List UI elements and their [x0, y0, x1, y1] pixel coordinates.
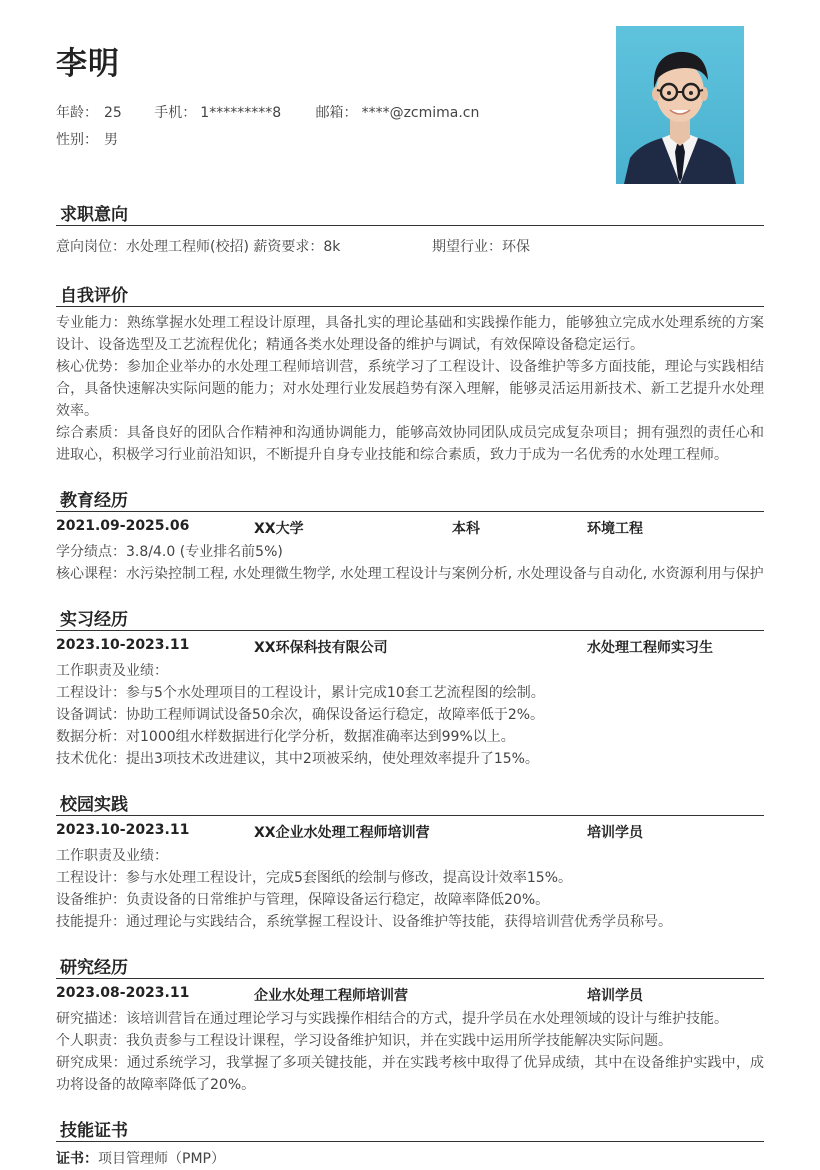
email-value: ****@zcmima.cn [361, 105, 480, 121]
research-period: 2023.08-2023.11 [56, 985, 190, 1001]
industry-value: 环保 [502, 239, 530, 255]
internship-line-3: 设备调试：协助工程师调试设备50余次，确保设备运行稳定，故障率低于2%。 [56, 707, 545, 723]
contact-line [56, 102, 479, 122]
internship-period: 2023.10-2023.11 [56, 637, 190, 653]
research-responsibility: 个人职责：我负责参与工程设计课程，学习设备维护知识，并在实践中运用所学技能解决实际问题。 [56, 1033, 672, 1049]
self-eval-section-title: 自我评价 [60, 286, 128, 306]
self-eval-para-1: 专业能力：熟练掌握水处理工程设计原理，具备扎实的理论基础和实践操作能力，能够独立完成水处理系统的方案设计、设备选型及工艺流程优化；精通各类水处理设备的维护与调试，有效保障设备稳定运行。 [56, 315, 764, 353]
internship-company: XX环保科技有限公司 [254, 640, 388, 656]
email-label: 邮箱： [315, 105, 358, 121]
education-period: 2021.09-2025.06 [56, 518, 190, 534]
phone-value: 1*********8 [200, 105, 282, 121]
research-description: 研究描述：该培训营旨在通过理论学习与实践操作相结合的方式，提升学员在水处理领域的设计与维护技能。 [56, 1011, 728, 1027]
education-divider [56, 511, 764, 512]
internship-line-1: 工作职责及业绩： [56, 663, 168, 679]
internship-role: 水处理工程师实习生 [587, 640, 713, 656]
campus-section-title: 校园实践 [60, 795, 128, 815]
position-value: 水处理工程师(校招) [126, 239, 249, 255]
cert-label: 证书： [56, 1151, 98, 1167]
education-gpa: 学分绩点：3.8/4.0 (专业排名前5%) [56, 544, 283, 560]
internship-header-row [56, 637, 764, 659]
campus-role: 培训学员 [587, 825, 643, 841]
campus-line-3: 设备维护：负责设备的日常维护与管理，保障设备运行稳定，故障率降低20%。 [56, 892, 550, 908]
candidate-name: 李明 [56, 46, 120, 82]
research-role: 培训学员 [587, 988, 643, 1004]
internship-divider [56, 630, 764, 631]
intent-line [56, 236, 764, 258]
education-school: XX大学 [254, 521, 304, 537]
gender-value: 男 [104, 132, 118, 148]
position-label: 意向岗位： [56, 239, 126, 255]
self-eval-para-2: 核心优势：参加企业举办的水处理工程师培训营，系统学习了工程设计、设备维护等多方面技能，理论与实践相结合，具备快速解决实际问题的能力；对水处理行业发展趋势有深入理解，能够灵活运用新技术、新工艺提升水处理效率。 [56, 359, 764, 419]
campus-header-row [56, 822, 764, 844]
skills-divider [56, 1141, 764, 1142]
research-org: 企业水处理工程师培训营 [254, 988, 408, 1004]
education-header-row [56, 518, 764, 540]
salary-value: 8k [323, 239, 341, 255]
campus-line-1: 工作职责及业绩： [56, 848, 168, 864]
education-major: 环境工程 [587, 521, 643, 537]
research-section-title: 研究经历 [60, 958, 128, 978]
internship-line-4: 数据分析：对1000组水样数据进行化学分析，数据准确率达到99%以上。 [56, 729, 515, 745]
cert-value: 项目管理师（PMP） [98, 1151, 225, 1167]
research-result: 研究成果：通过系统学习，我掌握了多项关键技能，并在实践考核中取得了优异成绩，其中在设备维护实践中，成功将设备的故障率降低了20%。 [56, 1055, 764, 1093]
age-label: 年龄： [56, 105, 98, 121]
portrait-illustration [616, 26, 744, 184]
research-header-row [56, 985, 764, 1007]
campus-period: 2023.10-2023.11 [56, 822, 190, 838]
gender-label: 性别： [56, 132, 98, 148]
skills-section-title: 技能证书 [60, 1121, 128, 1141]
self-eval-divider [56, 306, 764, 307]
internship-section-title: 实习经历 [60, 610, 128, 630]
profile-photo [616, 26, 744, 184]
campus-divider [56, 815, 764, 816]
age-value: 25 [104, 105, 122, 121]
campus-line-2: 工程设计：参与水处理工程设计，完成5套图纸的绘制与修改，提高设计效率15%。 [56, 870, 573, 886]
research-divider [56, 978, 764, 979]
skills-cert-line [56, 1148, 764, 1170]
gender-line [56, 129, 118, 149]
industry-label: 期望行业： [432, 239, 502, 255]
phone-label: 手机： [154, 105, 197, 121]
self-eval-para-3: 综合素质：具备良好的团队合作精神和沟通协调能力，能够高效协同团队成员完成复杂项目；拥有强烈的责任心和进取心，积极学习行业前沿知识，不断提升自身专业技能和综合素质，致力于成为一名优秀的水处理工程师。 [56, 425, 764, 463]
campus-org: XX企业水处理工程师培训营 [254, 825, 430, 841]
education-section-title: 教育经历 [60, 491, 128, 511]
education-courses: 核心课程：水污染控制工程, 水处理微生物学, 水处理工程设计与案例分析, 水处理设备与自动化, 水资源利用与保护 [56, 566, 764, 582]
education-degree: 本科 [452, 521, 480, 537]
internship-line-5: 技术优化：提出3项技术改进建议，其中2项被采纳，使处理效率提升了15%。 [56, 751, 539, 767]
internship-line-2: 工程设计：参与5个水处理项目的工程设计，累计完成10套工艺流程图的绘制。 [56, 685, 545, 701]
industry-group [432, 236, 530, 258]
intent-divider [56, 225, 764, 226]
salary-label: 薪资要求： [253, 239, 324, 255]
campus-line-4: 技能提升：通过理论与实践结合，系统掌握工程设计、设备维护等技能，获得培训营优秀学员称号。 [56, 914, 672, 930]
intent-section-title: 求职意向 [60, 205, 128, 225]
